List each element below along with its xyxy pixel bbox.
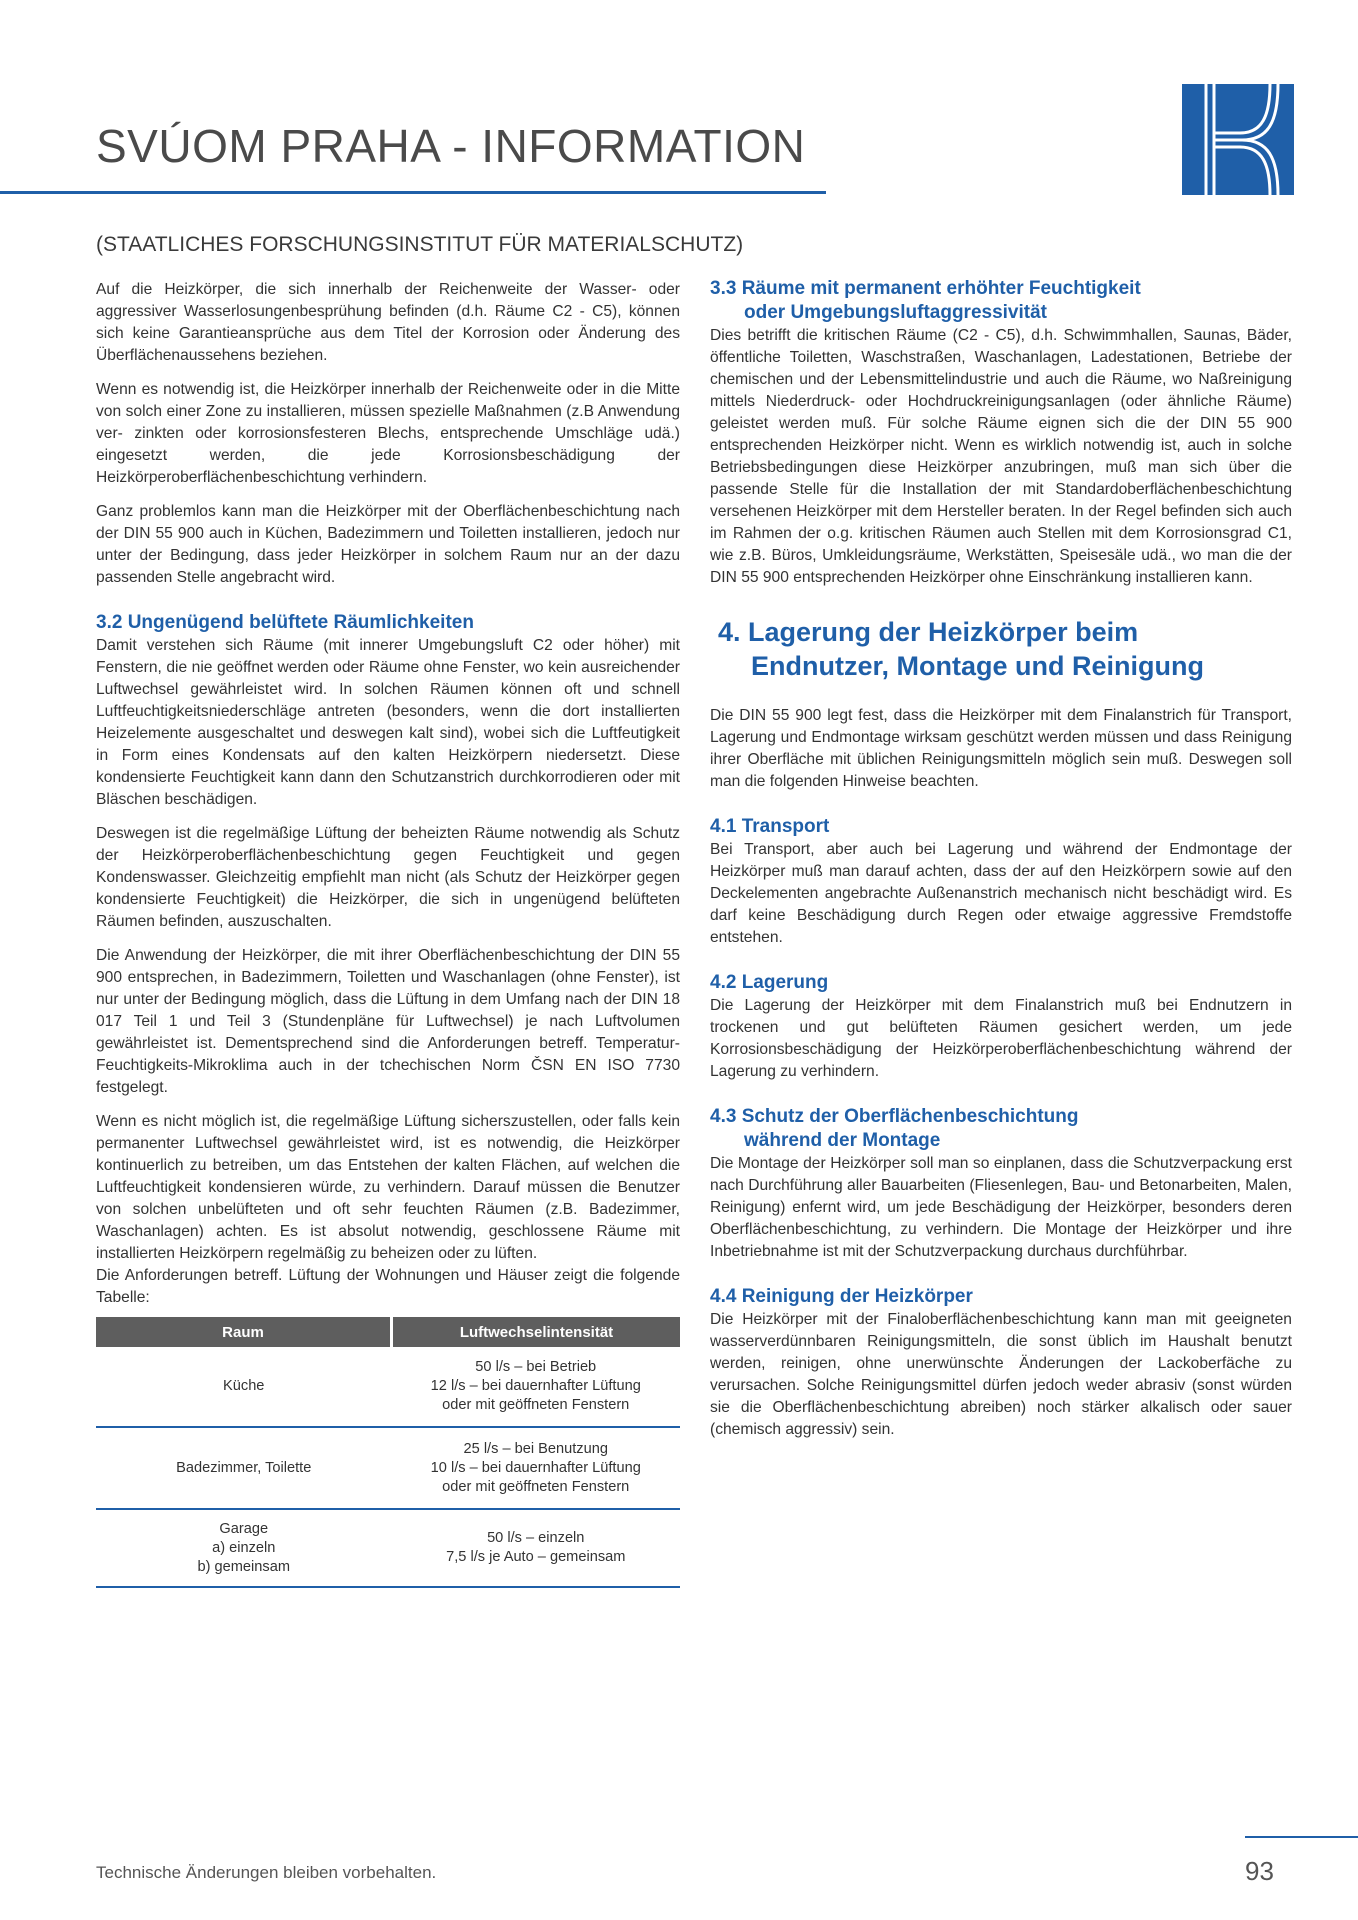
- section-3-3-heading-line2: oder Umgebungsluftaggressivität: [744, 302, 1047, 323]
- section-3-2-paragraph-1: Damit verstehen sich Räume (mit innerer Umgebungsluft C2 oder höher) mit Fenstern, die nie geöffnet werden oder Räume ohne Fenster, wo kein ausreichender Luftwechsel gewährleistet wird. In solchen Räumen können oft und schnell Luftfeuchtigkeitsniederschläge antreten (besonders, wenn die dort installierten Heizelemente ausgeschaltet und deswegen kalt sind), wobei sich die Luftfeutigkeit in Form eines Kondensats auf den kalten Heizkörpern niedersetzt. Diese kondensierte Feuchtigkeit kann dann den Schutzanstrich durchkorrodieren oder mit Bläschen beschädigen.: [96, 637, 680, 808]
- table-cell-raum: [96, 1347, 392, 1427]
- right-column: [710, 277, 1292, 1453]
- left-column: [96, 279, 680, 1588]
- intro-paragraph-1: Auf die Heizkörper, die sich innerhalb der Reichenweite der Wasser- oder aggressiver Wasserlosungenbesprühung befinden (d.h. Räume C2 - C5), können sich keine Garantieansprüche aus dem Titel der Korrosion oder Änderung des Überflächenaussehens beziehen.: [96, 281, 680, 364]
- section-4-4-paragraph: Die Heizkörper mit der Finaloberflächenbeschichtung kann man mit geeigneten wasserverdünnbaren Reinigungsmitteln, die sonst üblich im Haushalt benutzt werden, reinigen, ohne unerwünschte Änderungen der Lackoberfäche zu verursachen. Solche Reinigungsmittel dürfen jedoch weder abrasiv (sonst würden sie die Oberflächenbeschichtung abreiben) noch stärker alkalisch oder sauer (chemisch aggressiv) sein.: [710, 1311, 1292, 1438]
- cell-line: Küche: [223, 1378, 265, 1394]
- table-cell-raum: [96, 1509, 392, 1587]
- table-header-row: [96, 1317, 680, 1347]
- cell-line: oder mit geöffneten Fenstern: [442, 1397, 630, 1413]
- section-4-3-heading-line2: während der Montage: [744, 1130, 941, 1151]
- section-3-3-paragraph: Dies betrifft die kritischen Räume (C2 - C5), d.h. Schwimmhallen, Saunas, Bäder, öffentliche Toiletten, Waschstraßen, Waschanlagen, Ladestationen, Betriebe der chemischen und der Lebensmittelindustrie und auch die Räume, wo Naßreinigung mittels Niederdruck- oder Hochdruckreinigungsanlagen (oder ähnliche Räume) geleistet werden muß. Für solche Räume eignen sich die der DIN 55 900 entsprechenden Heizkörper nicht. Wenn es wirklich notwendig ist, auch in solche Betriebsbedingungen diese Heizkörper anzubringen, muß man sich über die passende Stelle für die Installation der mit Standardoberflächenbeschichtung versehenen Heizkörper mit dem Hersteller beraten. In der Regel befinden sich auch im Rahmen der o.g. kritischen Räumen auch Stellen mit dem Korrosionsgrad C1, wie z.B. Büros, Umkleidungsräume, Werkstätten, Speisesäle udä., wo man die der DIN 55 900 entsprechenden Heizkörper ohne Einschränkung installieren kann.: [710, 327, 1292, 586]
- page-number: 93: [1245, 1856, 1274, 1886]
- section-3-2-paragraph-2: Deswegen ist die regelmäßige Lüftung der beheizten Räume notwendig als Schutz der Heizkörperoberflächenbeschichtung gegen Feuchtigkeit und gegen Kondenswasser. Gleichzeitig empfiehlt man nicht (als Schutz der Heizkörper gegen kondensierte Feuchtigkeit) die Heizkörper, die sich in ungenügend belüfteten Räumen befinden, auszuschalten.: [96, 825, 680, 930]
- section-3-2-paragraph-3: Die Anwendung der Heizkörper, die mit ihrer Oberflächenbeschichtung der DIN 55 900 entsprechen, in Badezimmern, Toiletten und Waschanlagen (ohne Fenster), ist nur unter der Bedingung möglich, dass die Lüftung in dem Umfang nach der DIN 18 017 Teil 1 und Teil 3 (Stundenpläne für Luftwechsel) je nach Luftvolumen gewährleistet ist. Dementsprechend sind die Anforderungen betreff. Temperatur-Feuchtigkeits-Mikroklima auch in der tchechischen Norm ČSN EN ISO 7730 festgelegt.: [96, 947, 680, 1096]
- cell-line: 10 l/s – bei dauernhafter Lüftung: [430, 1459, 641, 1476]
- table-cell-intensitaet: [392, 1427, 681, 1509]
- table-cell-intensitaet: [392, 1347, 681, 1427]
- section-3-2-paragraph-5: Die Anforderungen betreff. Lüftung der Wohnungen und Häuser zeigt die folgende Tabelle:: [96, 1267, 680, 1306]
- section-4-3-heading: [710, 1105, 1292, 1153]
- table-header-intensitaet: Luftwechselintensität: [392, 1317, 681, 1347]
- section-4-2-paragraph: Die Lagerung der Heizkörper mit dem Finalanstrich muß bei Endnutzern in trockenen und gut belüfteten Räumen gesichert werden, um jede Korrosionsbeschädigung der Heizkörperoberflächenbeschichtung während der Lagerung zu verhindern.: [710, 997, 1292, 1080]
- table-cell-raum: [96, 1427, 392, 1509]
- page-header-title: SVÚOM PRAHA - INFORMATION: [96, 120, 806, 172]
- cell-line: 25 l/s – bei Benutzung: [463, 1440, 608, 1457]
- section-4-3-paragraph: Die Montage der Heizkörper soll man so einplanen, dass die Schutzverpackung erst nach Durchführung aller Bauarbeiten (Fliesenlegen, Bau- und Betonarbeiten, Malen, Reinigung) enfernt wird, um jede Beschädigung der Heizkörper, besonders deren Oberflächenbeschichtung, zu verhindern. Die Montage der Heizkörper und ihre Inbetriebnahme ist mit der Schutzverpackung durchaus durchführbar.: [710, 1155, 1292, 1260]
- cell-line: a) einzeln: [212, 1539, 276, 1556]
- intro-paragraph-2: Wenn es notwendig ist, die Heizkörper innerhalb der Reichenweite oder in die Mitte von solch einer Zone zu installieren, müssen spezielle Maßnahmen (z.B Anwendung ver- zinkten oder korrosionsfesteren Blechs, entsprechende Umschläge udä.) eingesetzt werden, die jede Korrosionsbeschädigung der Heizkörperoberflächenbeschichtung verhindern.: [96, 381, 680, 486]
- table-row: [96, 1509, 680, 1587]
- table-header-raum: Raum: [96, 1317, 392, 1347]
- section-4-1-paragraph: Bei Transport, aber auch bei Lagerung und während der Endmontage der Heizkörper muß man darauf achten, dass der auf den Heizkörpern sowie auf den Deckelementen angebrachte Außenanstrich mechanisch nicht beschädigt wird. Es darf keine Beschädigung durch Regen oder etwaige aggressive Fremdstoffe entstehen.: [710, 841, 1292, 946]
- table-cell-intensitaet: [392, 1509, 681, 1587]
- cell-line: Garage: [219, 1520, 269, 1537]
- table-row: [96, 1427, 680, 1509]
- footer-divider: [1245, 1836, 1358, 1838]
- cell-line: 50 l/s – einzeln: [487, 1530, 585, 1546]
- table-row: [96, 1347, 680, 1427]
- cell-line: 7,5 l/s je Auto – gemeinsam: [446, 1549, 626, 1565]
- footer-disclaimer: Technische Änderungen bleiben vorbehalten.: [96, 1863, 437, 1882]
- section-4-3-heading-line1: 4.3 Schutz der Oberflächenbeschichtung: [710, 1106, 1079, 1127]
- ventilation-table: [96, 1317, 680, 1588]
- section-4-4-heading: 4.4 Reinigung der Heizkörper: [710, 1286, 973, 1307]
- section-4-paragraph: Die DIN 55 900 legt fest, dass die Heizkörper mit dem Finalanstrich für Transport, Lagerung und Endmontage wirksam geschützt werden müssen und dass Reinigung ihrer Oberfläche mit üblichen Reinigungsmitteln möglich sein muß. Deswegen soll man die folgenden Hinweise beachten.: [710, 707, 1292, 790]
- cell-line: oder mit geöffneten Fenstern: [442, 1478, 630, 1495]
- cell-line: 12 l/s – bei dauernhafter Lüftung: [430, 1378, 641, 1394]
- svuom-logo-icon: [1182, 84, 1294, 195]
- section-4-2-heading: 4.2 Lagerung: [710, 972, 829, 993]
- section-4-heading-line1: 4. Lagerung der Heizkörper beim: [718, 617, 1139, 647]
- intro-paragraph-3: Ganz problemlos kann man die Heizkörper mit der Oberflächenbeschichtung nach der DIN 55 900 auch in Küchen, Badezimmern und Toiletten installieren, jedoch nur unter der Bedingung, dass jeder Heizkörper in solchem Raum nur an der dazu passenden Stelle angebracht wird.: [96, 503, 680, 586]
- section-4-1-heading: 4.1 Transport: [710, 816, 830, 837]
- section-3-2-heading: 3.2 Ungenügend belüftete Räumlichkeiten: [96, 612, 474, 633]
- header-divider: [0, 191, 826, 194]
- cell-line: Badezimmer, Toilette: [176, 1459, 312, 1476]
- section-3-3-heading: [710, 277, 1292, 325]
- cell-line: 50 l/s – bei Betrieb: [475, 1359, 597, 1375]
- section-3-3-heading-line1: 3.3 Räume mit permanent erhöhter Feuchtigkeit: [710, 278, 1141, 299]
- section-3-2-paragraph-4: Wenn es nicht möglich ist, die regelmäßige Lüftung sicherszustellen, oder falls kein permanenter Luftwechsel gewährleistet wird, ist es notwendig, die Heizkörper kontinuerlich zu betreiben, um das Entstehen der kalten Flächen, auf welchen die Luftfeuchtigkeit kondensieren würde, zu verhindern. Darauf müssen die Benutzer von solchen unbelüfteten und oft sehr feuchten Räumen (z.B. Badezimmer, Waschanlagen) achten. Es ist absolut notwendig, geschlossene Räume mit installierten Heizkörpern regelmäßig zu beheizen oder zu lüften.: [96, 1113, 680, 1262]
- section-4-heading-line2: Endnutzer, Montage und Reinigung: [751, 651, 1204, 681]
- institute-subtitle: (STAATLICHES FORSCHUNGSINSTITUT FÜR MATERIALSCHUTZ): [96, 233, 744, 256]
- cell-line: b) gemeinsam: [197, 1558, 290, 1575]
- section-4-heading: [718, 615, 1292, 683]
